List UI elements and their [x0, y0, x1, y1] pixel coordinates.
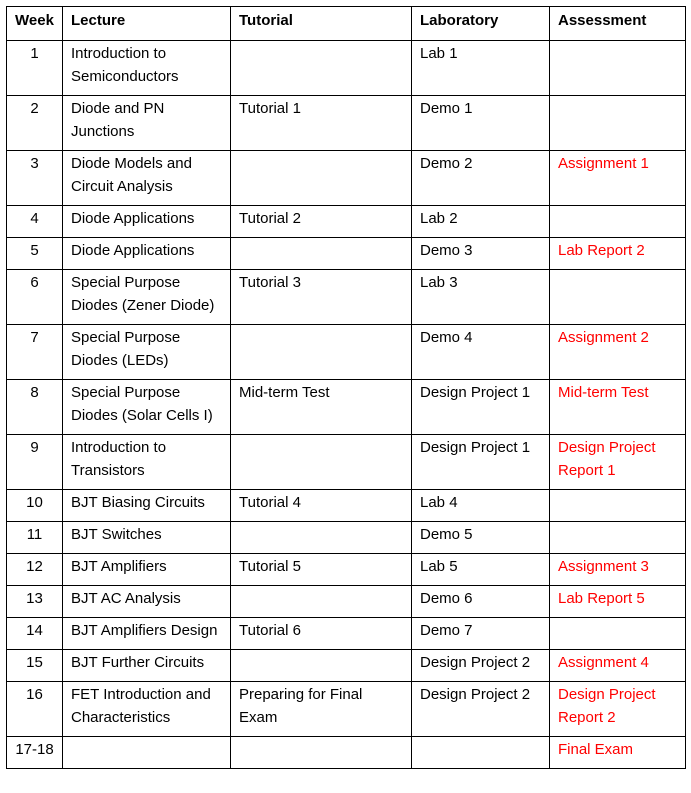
table-row [7, 238, 686, 270]
header-tutorial: Tutorial [231, 7, 412, 41]
week-cell: 3 [7, 151, 63, 206]
table-row [7, 522, 686, 554]
lecture-cell: BJT AC Analysis [63, 586, 231, 618]
week-cell: 11 [7, 522, 63, 554]
assessment-cell: Assignment 4 [550, 650, 686, 682]
assessment-cell: Assignment 2 [550, 325, 686, 380]
tutorial-cell: Preparing for Final Exam [231, 682, 412, 737]
assessment-cell [550, 618, 686, 650]
assessment-cell: Assignment 3 [550, 554, 686, 586]
lecture-cell [63, 737, 231, 769]
tutorial-cell [231, 151, 412, 206]
week-cell: 5 [7, 238, 63, 270]
laboratory-cell: Lab 5 [412, 554, 550, 586]
table-row [7, 380, 686, 435]
header-week: Week [7, 7, 63, 41]
tutorial-cell: Tutorial 1 [231, 96, 412, 151]
lecture-cell: Diode Models and Circuit Analysis [63, 151, 231, 206]
lecture-cell: Special Purpose Diodes (Zener Diode) [63, 270, 231, 325]
header-assessment: Assessment [550, 7, 686, 41]
week-cell: 6 [7, 270, 63, 325]
assessment-cell: Design Project Report 1 [550, 435, 686, 490]
week-cell: 2 [7, 96, 63, 151]
tutorial-cell: Tutorial 6 [231, 618, 412, 650]
table-row [7, 435, 686, 490]
lecture-cell: BJT Switches [63, 522, 231, 554]
laboratory-cell: Lab 2 [412, 206, 550, 238]
laboratory-cell: Demo 2 [412, 151, 550, 206]
lecture-cell: BJT Amplifiers [63, 554, 231, 586]
tutorial-cell [231, 41, 412, 96]
table-row [7, 650, 686, 682]
tutorial-cell [231, 435, 412, 490]
laboratory-cell: Design Project 2 [412, 650, 550, 682]
tutorial-cell [231, 238, 412, 270]
laboratory-cell: Demo 3 [412, 238, 550, 270]
tutorial-cell: Tutorial 4 [231, 490, 412, 522]
laboratory-cell: Lab 3 [412, 270, 550, 325]
laboratory-cell: Demo 4 [412, 325, 550, 380]
lecture-cell: Special Purpose Diodes (LEDs) [63, 325, 231, 380]
week-cell: 4 [7, 206, 63, 238]
week-cell: 8 [7, 380, 63, 435]
table-row [7, 41, 686, 96]
laboratory-cell: Design Project 1 [412, 435, 550, 490]
week-cell: 14 [7, 618, 63, 650]
table-row [7, 737, 686, 769]
table-row [7, 270, 686, 325]
schedule-table [6, 6, 686, 769]
header-lecture: Lecture [63, 7, 231, 41]
header-row [7, 7, 686, 41]
tutorial-cell: Tutorial 2 [231, 206, 412, 238]
tutorial-cell [231, 650, 412, 682]
assessment-cell [550, 41, 686, 96]
week-cell: 12 [7, 554, 63, 586]
assessment-cell [550, 490, 686, 522]
table-row [7, 682, 686, 737]
lecture-cell: Diode Applications [63, 206, 231, 238]
laboratory-cell: Design Project 1 [412, 380, 550, 435]
tutorial-cell [231, 522, 412, 554]
table-row [7, 586, 686, 618]
tutorial-cell: Tutorial 3 [231, 270, 412, 325]
laboratory-cell: Design Project 2 [412, 682, 550, 737]
tutorial-cell: Tutorial 5 [231, 554, 412, 586]
laboratory-cell [412, 737, 550, 769]
assessment-cell [550, 206, 686, 238]
table-row [7, 96, 686, 151]
assessment-cell: Lab Report 5 [550, 586, 686, 618]
lecture-cell: FET Introduction and Characteristics [63, 682, 231, 737]
assessment-cell: Design Project Report 2 [550, 682, 686, 737]
lecture-cell: Introduction to Semiconductors [63, 41, 231, 96]
lecture-cell: Diode Applications [63, 238, 231, 270]
table-row [7, 206, 686, 238]
assessment-cell: Lab Report 2 [550, 238, 686, 270]
week-cell: 17-18 [7, 737, 63, 769]
lecture-cell: Introduction to Transistors [63, 435, 231, 490]
lecture-cell: BJT Biasing Circuits [63, 490, 231, 522]
assessment-cell: Assignment 1 [550, 151, 686, 206]
tutorial-cell [231, 325, 412, 380]
lecture-cell: Diode and PN Junctions [63, 96, 231, 151]
assessment-cell [550, 522, 686, 554]
lecture-cell: Special Purpose Diodes (Solar Cells I) [63, 380, 231, 435]
laboratory-cell: Demo 1 [412, 96, 550, 151]
tutorial-cell: Mid-term Test [231, 380, 412, 435]
table-row [7, 554, 686, 586]
table-row [7, 618, 686, 650]
laboratory-cell: Demo 6 [412, 586, 550, 618]
week-cell: 7 [7, 325, 63, 380]
assessment-cell: Final Exam [550, 737, 686, 769]
assessment-cell [550, 270, 686, 325]
schedule-body [7, 41, 686, 769]
week-cell: 9 [7, 435, 63, 490]
table-row [7, 325, 686, 380]
laboratory-cell: Demo 5 [412, 522, 550, 554]
tutorial-cell [231, 737, 412, 769]
laboratory-cell: Demo 7 [412, 618, 550, 650]
laboratory-cell: Lab 1 [412, 41, 550, 96]
week-cell: 10 [7, 490, 63, 522]
header-laboratory: Laboratory [412, 7, 550, 41]
week-cell: 16 [7, 682, 63, 737]
assessment-cell [550, 96, 686, 151]
week-cell: 13 [7, 586, 63, 618]
table-row [7, 490, 686, 522]
lecture-cell: BJT Further Circuits [63, 650, 231, 682]
week-cell: 1 [7, 41, 63, 96]
assessment-cell: Mid-term Test [550, 380, 686, 435]
laboratory-cell: Lab 4 [412, 490, 550, 522]
tutorial-cell [231, 586, 412, 618]
lecture-cell: BJT Amplifiers Design [63, 618, 231, 650]
table-row [7, 151, 686, 206]
week-cell: 15 [7, 650, 63, 682]
